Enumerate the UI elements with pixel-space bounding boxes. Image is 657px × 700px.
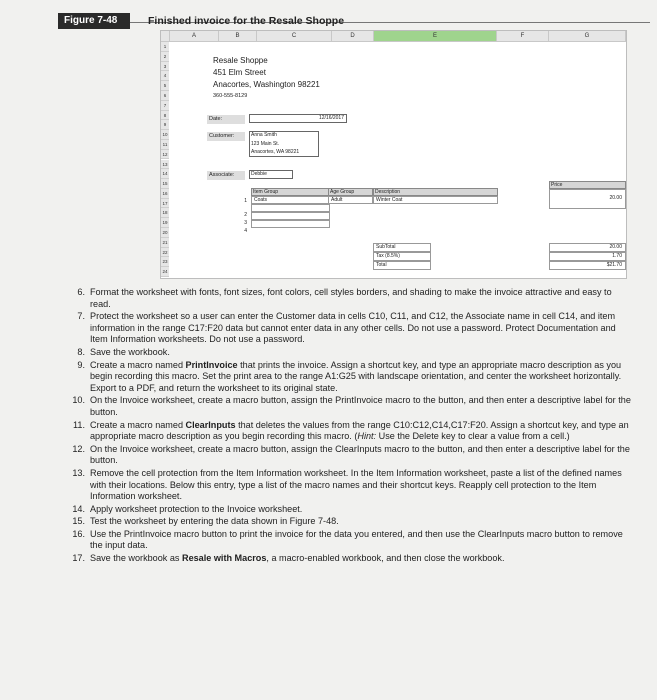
step-number: 12. xyxy=(72,443,85,454)
step-number: 15. xyxy=(72,516,85,527)
step-text: Test the worksheet by entering the data shown in Figure 7-48. xyxy=(90,516,339,527)
step-item xyxy=(56,553,631,565)
item-group-cell: Coats xyxy=(251,196,330,204)
price-cell: 20.00 xyxy=(549,189,626,209)
step-item xyxy=(56,468,631,503)
step-number: 16. xyxy=(72,528,85,539)
figure-label: Figure 7-48 xyxy=(58,13,130,29)
step-item xyxy=(56,311,631,346)
step-text: , a macro-enabled workbook, and then close the workbook. xyxy=(266,553,505,564)
item-group-cell xyxy=(251,204,330,212)
column-header-corner xyxy=(161,31,170,42)
step-item xyxy=(56,444,631,467)
step-text: Create a macro named xyxy=(90,419,186,430)
column-header-e: E xyxy=(374,31,497,42)
date-label: Date: xyxy=(207,115,245,124)
step-text: PrintInvoice xyxy=(185,359,238,370)
row-header: 18 xyxy=(161,208,169,218)
step-text: that deletes the values from the range C10:C12,C14,C17:F20. Assign a shortcut key, and type an appropriate macro description as you begin recording this macro. ( xyxy=(90,419,629,442)
header-price: Price xyxy=(549,181,626,189)
column-header-b: B xyxy=(219,31,257,42)
step-item xyxy=(56,395,631,418)
row-header: 12 xyxy=(161,150,169,160)
row-header: 11 xyxy=(161,140,169,150)
step-item xyxy=(56,347,631,359)
step-text: Apply worksheet protection to the Invoice worksheet. xyxy=(90,503,303,514)
step-number: 13. xyxy=(72,467,85,478)
step-text: that prints the invoice. Assign a shortcut key, and type an appropriate macro description as you begin recording this macro. Set the print area to the range A1:G25 with landscape orientation, and center the worksheet horizontally. Export to a PDF, and return the worksheet to its original state. xyxy=(90,359,622,393)
step-text: Format the worksheet with fonts, font sizes, font colors, cell styles borders, and shading to make the invoice attractive and easy to read. xyxy=(90,287,612,309)
row-header: 6 xyxy=(161,91,169,101)
step-number: 11. xyxy=(73,419,85,430)
step-number: 10. xyxy=(72,395,85,406)
company-name: Resale Shoppe xyxy=(213,56,268,65)
customer-street: 123 Main St. xyxy=(251,141,280,147)
age-group-cell: Adult xyxy=(328,196,373,204)
row-header: 14 xyxy=(161,169,169,179)
step-item xyxy=(56,360,631,395)
step-number: 14. xyxy=(72,503,85,514)
step-number: 8. xyxy=(77,346,85,357)
company-city: Anacortes, Washington 98221 xyxy=(213,80,320,89)
row-header: 1 xyxy=(161,42,169,52)
company-street: 451 Elm Street xyxy=(213,68,266,77)
item-number-2: 2 xyxy=(244,212,247,218)
row-header: 13 xyxy=(161,160,169,170)
step-text: Save the workbook as xyxy=(90,553,182,564)
step-item xyxy=(56,504,631,516)
column-header-g: G xyxy=(549,31,626,42)
customer-city: Anacortes, WA 98221 xyxy=(251,149,300,155)
row-header: 17 xyxy=(161,199,169,209)
tax-value: 1.70 xyxy=(549,252,626,261)
step-number: 7. xyxy=(77,311,85,322)
step-text: Remove the cell protection from the Item Information worksheet. In the Item Information worksheet, paste a list of the defined names with their locations. Below this entry, type a list of the macro names and their shortcut keys. Reapply cell protection to the Item Information worksheet. xyxy=(90,467,622,502)
step-text: Protect the worksheet so a user can enter the Customer data in cells C10, C11, and C12, the Associate name in cell C14, and item information in the range C17:F20 data but cannot enter data in any other cells. Do not use a password. Protect Documentation and Item Information worksheets. Do not use a password. xyxy=(90,311,616,345)
total-label: Total xyxy=(373,261,431,270)
step-text: ClearInputs xyxy=(185,419,236,430)
row-header: 4 xyxy=(161,71,169,81)
row-header: 15 xyxy=(161,179,169,189)
column-header-d: D xyxy=(332,31,374,42)
header-description: Description xyxy=(373,188,498,196)
item-number-3: 3 xyxy=(244,220,247,226)
step-item xyxy=(56,287,631,310)
item-number-1: 1 xyxy=(244,198,247,204)
instruction-steps xyxy=(56,287,631,566)
customer-box xyxy=(249,131,319,157)
step-text: Save the workbook. xyxy=(90,346,170,357)
item-group-cell xyxy=(251,220,330,228)
column-header-f: F xyxy=(497,31,549,42)
row-header: 8 xyxy=(161,111,169,121)
step-number: 17. xyxy=(72,553,85,564)
row-header: 10 xyxy=(161,130,169,140)
row-header: 16 xyxy=(161,189,169,199)
row-header: 5 xyxy=(161,81,169,91)
row-header: 7 xyxy=(161,101,169,111)
row-header: 21 xyxy=(161,238,169,248)
step-number: 6. xyxy=(77,287,85,297)
row-header: 22 xyxy=(161,248,169,258)
tax-label: Tax (8.5%) xyxy=(373,252,431,261)
customer-label: Customer: xyxy=(207,132,245,141)
step-text: Use the Delete key to clear a value from a cell.) xyxy=(376,431,570,442)
row-header: 2 xyxy=(161,52,169,62)
figure-title: Finished invoice for the Resale Shoppe xyxy=(148,15,345,27)
row-header: 20 xyxy=(161,228,169,238)
row-header: 3 xyxy=(161,62,169,72)
step-item xyxy=(56,516,631,528)
row-header: 19 xyxy=(161,218,169,228)
company-phone: 360-555-8129 xyxy=(213,93,248,99)
item-number-4: 4 xyxy=(244,228,247,234)
step-item xyxy=(56,529,631,552)
column-header-a: A xyxy=(170,31,219,42)
subtotal-value: 20.00 xyxy=(549,243,626,252)
column-header-c: C xyxy=(257,31,332,42)
date-value: 12/16/2017 xyxy=(249,114,347,123)
subtotal-label: SubTotal xyxy=(373,243,431,252)
item-group-cell xyxy=(251,212,330,220)
step-text: On the Invoice worksheet, create a macro button, assign the PrintInvoice macro to the button, and then enter a descriptive label for the button. xyxy=(90,395,631,417)
spreadsheet-screenshot xyxy=(160,30,627,279)
step-text: Resale with Macros xyxy=(182,553,267,564)
row-header: 23 xyxy=(161,257,169,267)
associate-value: Debbie xyxy=(249,170,293,179)
row-header: 24 xyxy=(161,267,169,277)
step-text: On the Invoice worksheet, create a macro button, assign the ClearInputs macro to the button, and then enter a descriptive label for the button. xyxy=(90,443,630,466)
description-cell: Winter Coat xyxy=(373,196,498,204)
step-text: Create a macro named xyxy=(90,359,186,370)
row-header: 9 xyxy=(161,120,169,130)
associate-label: Associate: xyxy=(207,171,245,180)
step-text: Hint: xyxy=(357,431,377,442)
total-value: $21.70 xyxy=(549,261,626,270)
header-item-group: Item Group xyxy=(251,188,330,196)
customer-name: Anna Smith xyxy=(251,132,277,138)
step-number: 9. xyxy=(77,359,85,370)
header-age-group: Age Group xyxy=(328,188,373,196)
step-item xyxy=(56,420,631,443)
step-text: Use the PrintInvoice macro button to print the invoice for the data you entered, and then use the ClearInputs macro button to remove the input data. xyxy=(90,528,623,551)
